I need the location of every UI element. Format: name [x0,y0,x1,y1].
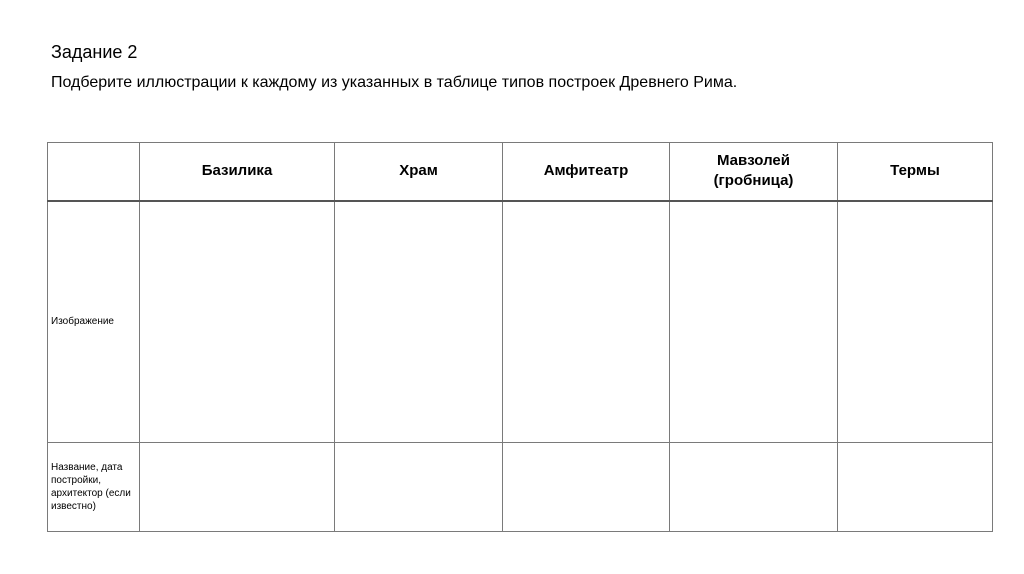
column-header-thermae: Термы [838,143,993,201]
row-label-image: Изображение [48,201,140,443]
row-label-name-date-architect-text: Название, дата постройки, архитектор (если известно) [51,462,131,512]
column-header-basilica: Базилика [140,143,335,201]
building-types-table [47,142,993,532]
table-cell[interactable] [838,201,993,443]
row-label-name-date-architect [48,443,140,532]
table-cell[interactable] [838,443,993,532]
table-cell[interactable] [335,443,503,532]
table-cell[interactable] [335,201,503,443]
table-cell[interactable] [140,443,335,532]
table-row [48,201,993,443]
task-instruction: Подберите иллюстрации к каждому из указанных в таблице типов построек Древнего Рима. [51,74,738,91]
table-cell[interactable] [670,443,838,532]
task-title: Задание 2 [51,42,138,62]
column-header-mausoleum-text: Мавзолей (гробница) [713,152,794,190]
table-cell[interactable] [503,201,670,443]
table-cell[interactable] [503,443,670,532]
column-header-mausoleum [670,143,838,201]
table-cell[interactable] [140,201,335,443]
header-corner-cell [48,143,140,201]
table-row [48,443,993,532]
table-cell[interactable] [670,201,838,443]
table-header-row [48,143,993,201]
column-header-amphitheatre: Амфитеатр [503,143,670,201]
column-header-temple: Храм [335,143,503,201]
